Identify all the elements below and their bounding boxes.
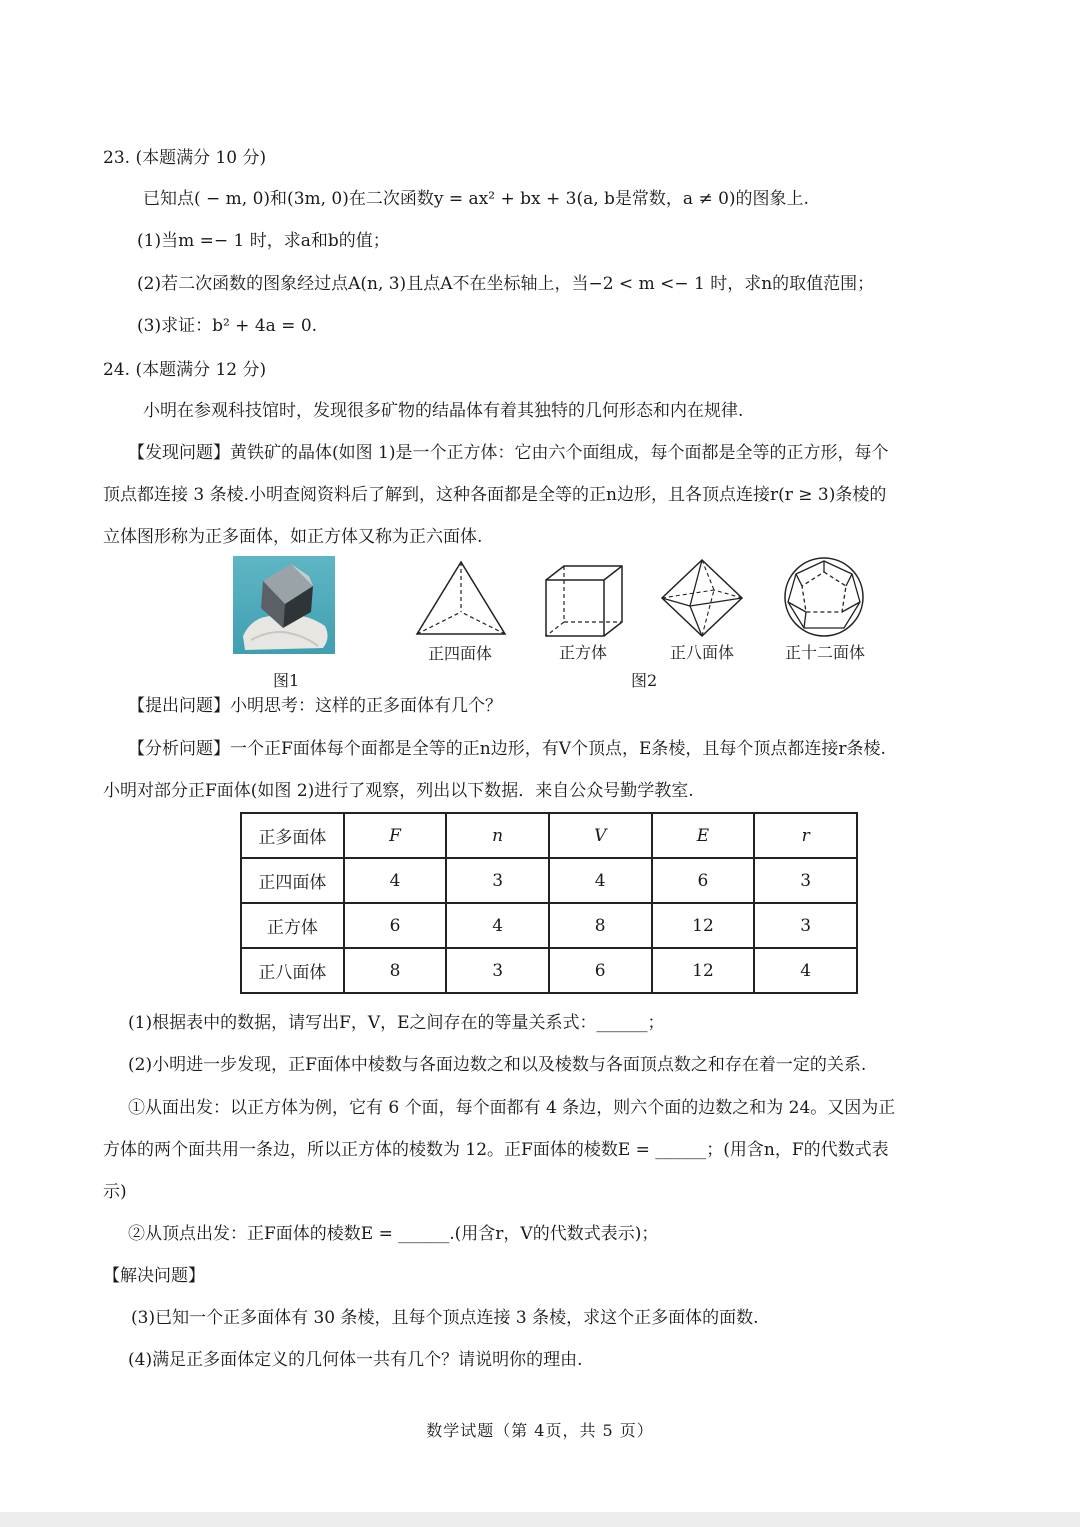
table-cell: 6: [549, 948, 652, 993]
table-cell: 正四面体: [241, 858, 344, 903]
q24-analyze-line2: 小明对部分正F面体(如图 2)进行了观察，列出以下数据．来自公众号勤学教室.: [103, 781, 694, 801]
table-row: [241, 858, 857, 903]
table-row: [241, 903, 857, 948]
page-footer: 数学试题（第 4页，共 5 页）: [426, 1421, 654, 1440]
polyhedra-table: [240, 812, 858, 994]
q24-sub2: (2)小明进一步发现，正F面体中棱数与各面边数之和以及棱数与各面顶点数之和存在着一定的关系.: [128, 1055, 867, 1075]
bottom-edge: [0, 1512, 1080, 1527]
octahedron-label: 正八面体: [670, 643, 735, 662]
table-header-cell: r: [754, 813, 857, 858]
q24-sub4: (4)满足正多面体定义的几何体一共有几个？请说明你的理由.: [128, 1350, 583, 1370]
pyrite-crystal-photo: [233, 556, 335, 654]
q23-part3: (3)求证：b² + 4a = 0.: [137, 316, 318, 336]
table-header-cell: E: [652, 813, 755, 858]
q23-part1: (1)当m =− 1 时，求a和b的值；: [137, 231, 390, 251]
q24-sub2b: ②从顶点出发：正F面体的棱数E = ______.(用含r，V的代数式表示)；: [128, 1224, 659, 1244]
figure2-caption: 图2: [631, 671, 658, 690]
table-cell: 8: [344, 948, 447, 993]
cube-figure: [544, 564, 624, 643]
cube-label: 正方体: [559, 643, 608, 662]
table-cell: 正方体: [241, 903, 344, 948]
q24-solve-heading: 【解决问题】: [103, 1266, 205, 1286]
q24-sub3: (3)已知一个正多面体有 30 条棱，且每个顶点连接 3 条棱，求这个正多面体的面数.: [131, 1308, 759, 1328]
table-cell: 12: [652, 903, 755, 948]
q24-sub2a-line1: ①从面出发：以正方体为例，它有 6 个面，每个面都有 4 条边，则六个面的边数之和为 24。又因为正: [128, 1098, 896, 1118]
table-cell: 3: [446, 948, 549, 993]
q24-discover-line2: 顶点都连接 3 条棱.小明查阅资料后了解到，这种各面都是全等的正n边形，且各顶点连接r(r ≥ 3)条棱的: [103, 485, 887, 505]
table-cell: 3: [446, 858, 549, 903]
table-cell: 4: [344, 858, 447, 903]
table-header-cell: 正多面体: [241, 813, 344, 858]
q23-stem: 已知点( − m, 0)和(3m, 0)在二次函数y = ax² + bx + 3(a, b是常数，a ≠ 0)的图象上.: [143, 189, 809, 209]
q24-sub1: (1)根据表中的数据，请写出F，V，E之间存在的等量关系式：______；: [128, 1013, 665, 1033]
table-header-cell: n: [446, 813, 549, 858]
q24-header: 24. (本题满分 12 分): [103, 360, 267, 380]
table-cell: 正八面体: [241, 948, 344, 993]
tetrahedron-label: 正四面体: [428, 644, 493, 663]
q24-sub2a-line3: 示): [103, 1182, 127, 1202]
figure1-caption: 图1: [273, 671, 300, 690]
table-row: [241, 948, 857, 993]
tetrahedron-figure: [415, 560, 507, 643]
q23-header: 23. (本题满分 10 分): [103, 148, 267, 168]
dodecahedron-label: 正十二面体: [785, 643, 866, 662]
dodecahedron-figure: [782, 556, 866, 643]
table-cell: 3: [754, 858, 857, 903]
table-cell: 4: [754, 948, 857, 993]
table-cell: 12: [652, 948, 755, 993]
table-cell: 4: [446, 903, 549, 948]
q24-analyze-line1: 【分析问题】一个正F面体每个面都是全等的正n边形，有V个顶点，E条棱，且每个顶点都连接r条棱.: [128, 739, 886, 759]
table-header-cell: V: [549, 813, 652, 858]
table-cell: 8: [549, 903, 652, 948]
q24-discover-line1: 【发现问题】黄铁矿的晶体(如图 1)是一个正方体：它由六个面组成，每个面都是全等的正方形，每个: [128, 443, 889, 463]
q24-raise: 【提出问题】小明思考：这样的正多面体有几个？: [128, 696, 502, 716]
table-header-row: [241, 813, 857, 858]
q24-intro: 小明在参观科技馆时，发现很多矿物的结晶体有着其独特的几何形态和内在规律.: [143, 401, 744, 421]
q24-discover-line3: 立体图形称为正多面体，如正方体又称为正六面体.: [103, 527, 483, 547]
q24-sub2a-line2: 方体的两个面共用一条边，所以正方体的棱数为 12。正F面体的棱数E = ______；(用含n，F的代数式表: [103, 1140, 889, 1160]
q23-part2: (2)若二次函数的图象经过点A(n, 3)且点A不在坐标轴上，当−2 < m <− 1 时，求n的取值范围；: [137, 274, 875, 294]
table-cell: 4: [549, 858, 652, 903]
table-cell: 6: [652, 858, 755, 903]
table-header-cell: F: [344, 813, 447, 858]
table-cell: 6: [344, 903, 447, 948]
octahedron-figure: [660, 558, 744, 643]
table-cell: 3: [754, 903, 857, 948]
